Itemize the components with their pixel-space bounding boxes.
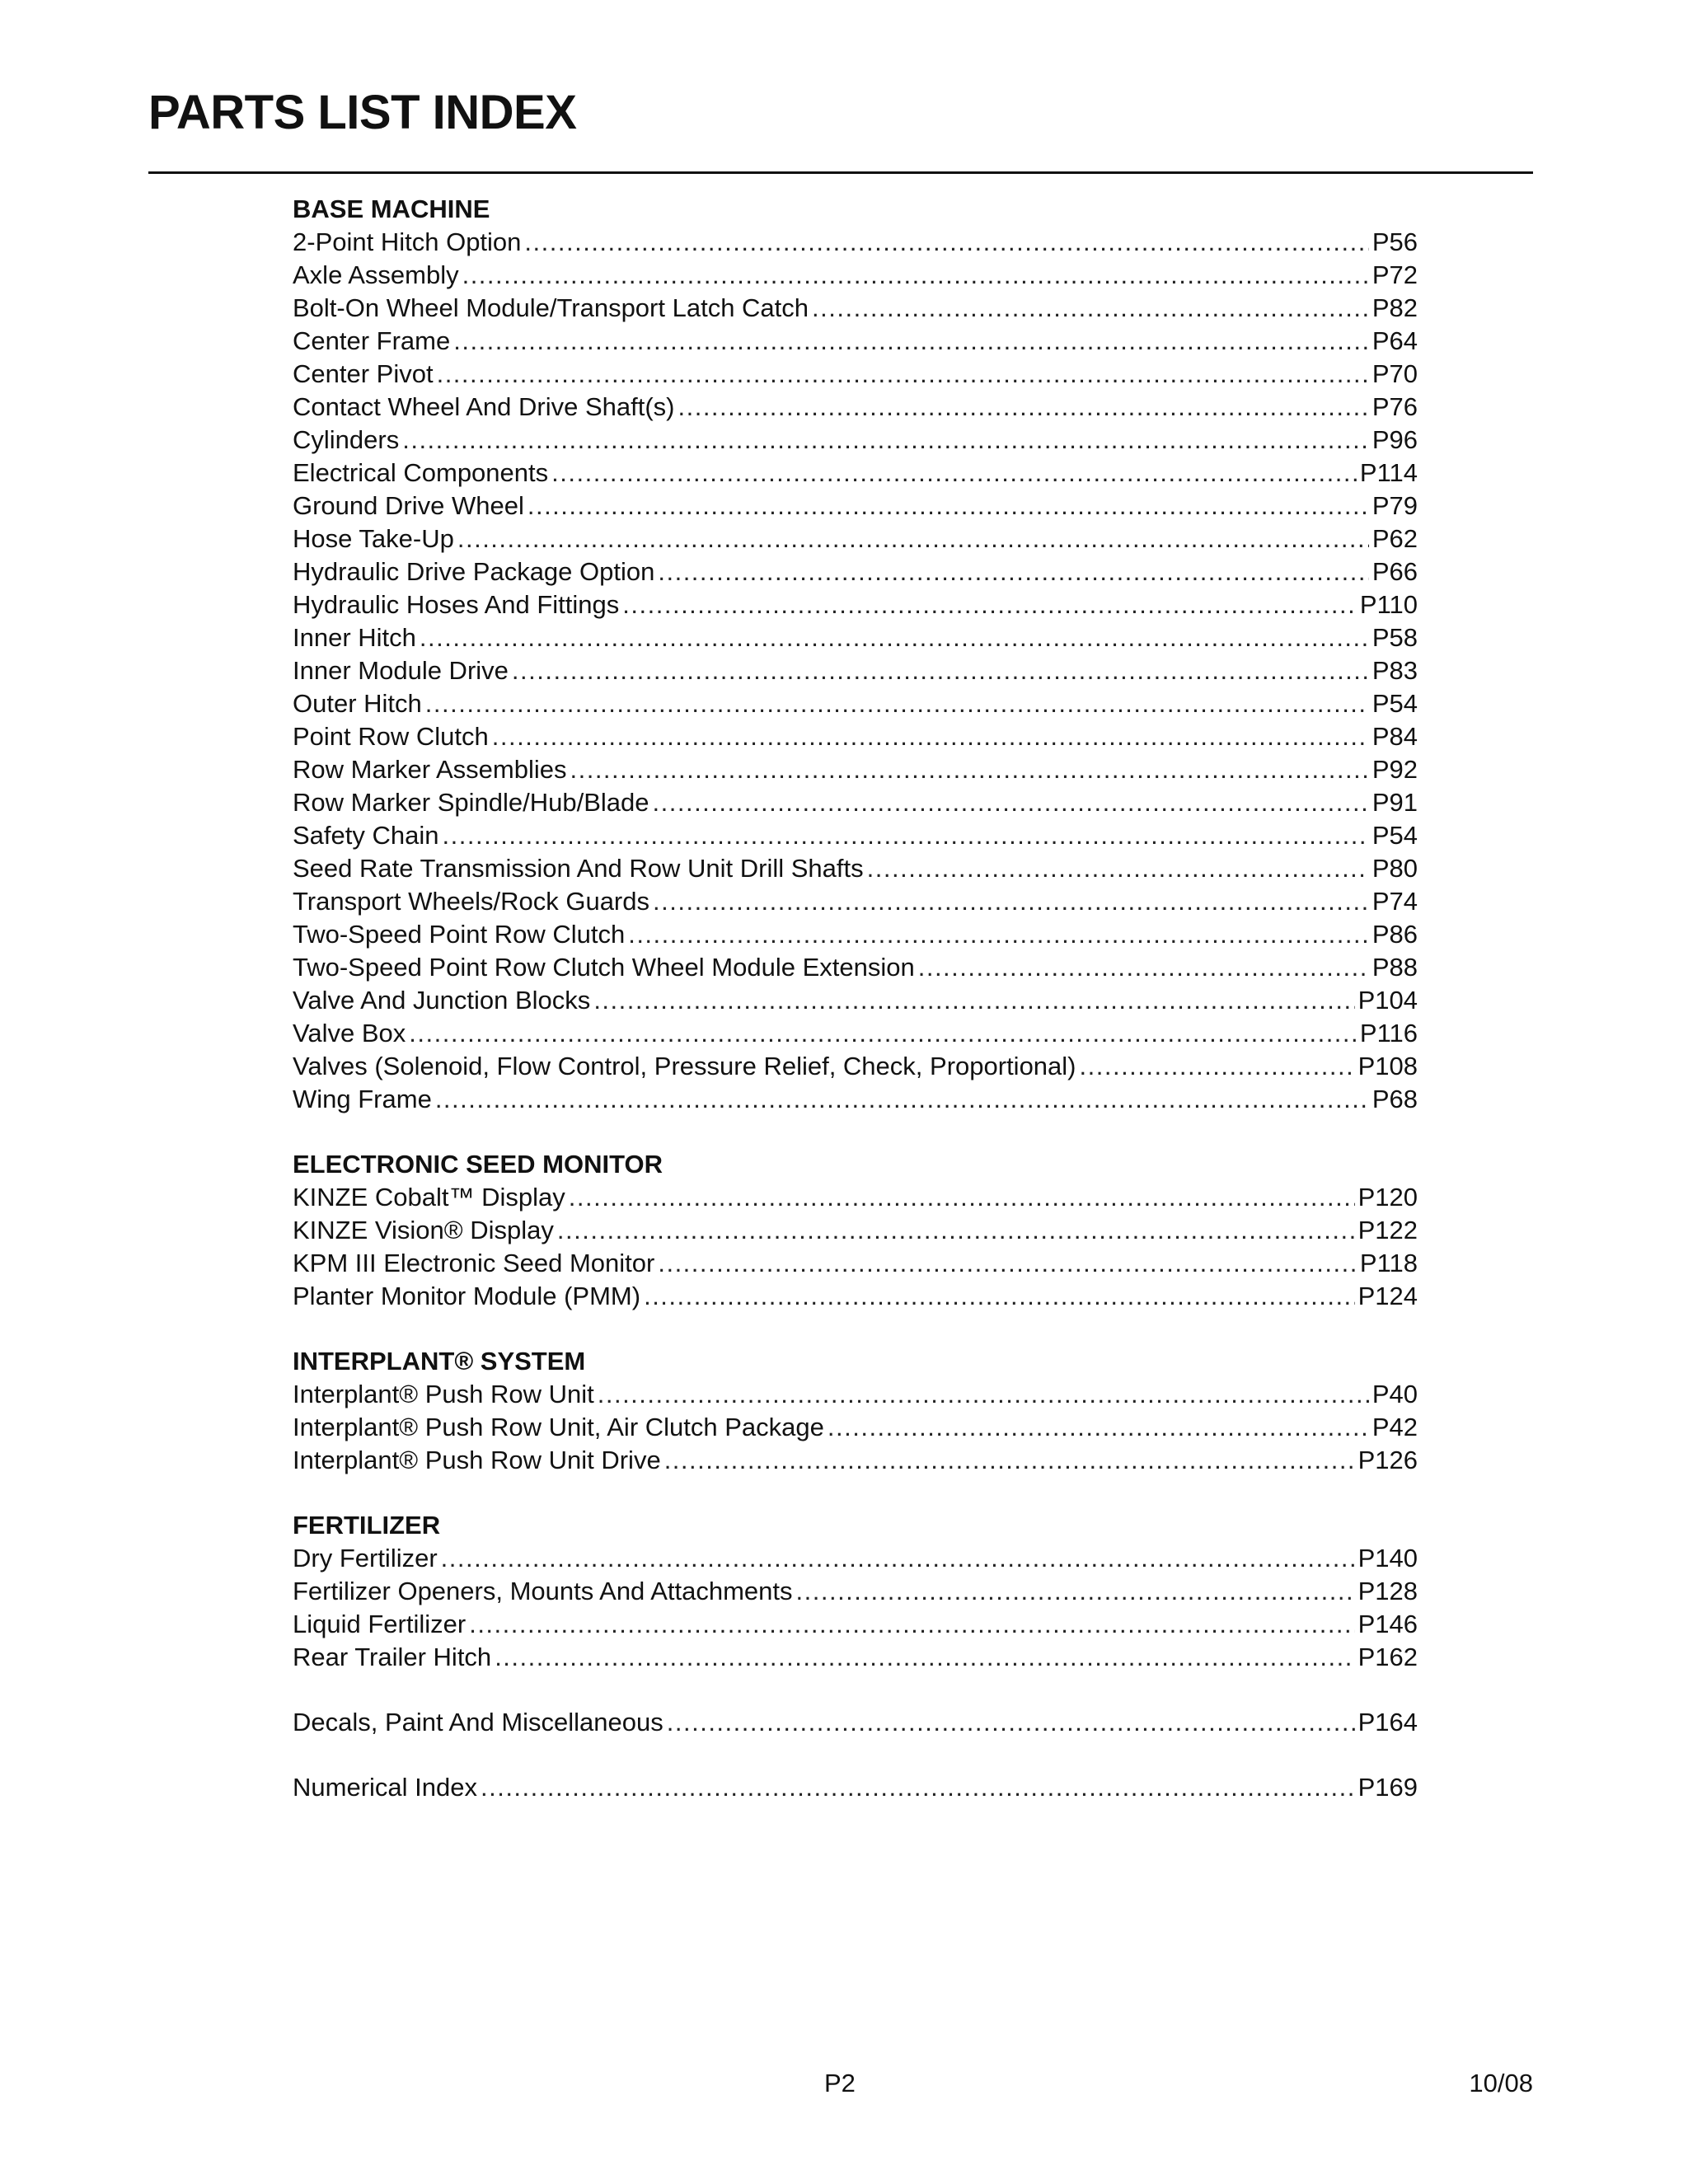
dot-leader — [437, 358, 1369, 391]
index-entry[interactable] — [293, 687, 1418, 720]
index-entry[interactable] — [293, 1771, 1418, 1804]
index-entry[interactable] — [293, 720, 1418, 753]
index-entry[interactable] — [293, 1017, 1418, 1050]
entry-page-number: P70 — [1372, 359, 1418, 388]
entry-page-number: P92 — [1372, 755, 1418, 784]
entry-page-number: P114 — [1359, 458, 1418, 487]
entry-label: Valve Box — [293, 1019, 406, 1047]
index-list — [293, 193, 1418, 1836]
entry-label: Valves (Solenoid, Flow Control, Pressure Relief, Check, Proportional) — [293, 1052, 1076, 1080]
entry-page-number: P56 — [1372, 227, 1418, 256]
entry-label: Hydraulic Hoses And Fittings — [293, 590, 620, 619]
dot-leader — [528, 490, 1369, 523]
entry-label: 2-Point Hitch Option — [293, 227, 522, 256]
entry-label: Hose Take-Up — [293, 524, 454, 553]
dot-leader — [409, 1017, 1357, 1050]
dot-leader — [628, 918, 1369, 951]
index-entry[interactable] — [293, 292, 1418, 325]
index-entry[interactable] — [293, 1247, 1418, 1280]
dot-leader — [524, 226, 1368, 259]
entry-label: Center Frame — [293, 326, 451, 355]
entry-label: Inner Module Drive — [293, 656, 509, 685]
entry-label: Wing Frame — [293, 1085, 432, 1113]
entry-label: Two-Speed Point Row Clutch — [293, 920, 626, 949]
index-entry[interactable] — [293, 1542, 1418, 1575]
entry-page-number: P128 — [1357, 1577, 1418, 1605]
index-entry[interactable] — [293, 1641, 1418, 1674]
entry-page-number: P54 — [1372, 689, 1418, 718]
title-divider — [148, 171, 1533, 174]
index-entry[interactable] — [293, 1444, 1418, 1477]
dot-leader — [551, 457, 1357, 490]
entry-label: Seed Rate Transmission And Row Unit Drill Shafts — [293, 854, 864, 883]
index-entry[interactable] — [293, 984, 1418, 1017]
index-entry[interactable] — [293, 951, 1418, 984]
index-entry[interactable] — [293, 1280, 1418, 1313]
dot-leader — [598, 1378, 1369, 1411]
dot-leader — [402, 424, 1369, 457]
entry-page-number: P74 — [1372, 887, 1418, 916]
index-entry[interactable] — [293, 1214, 1418, 1247]
index-section — [293, 1509, 1418, 1674]
dot-leader — [667, 1706, 1355, 1739]
footer-page-number: P2 — [824, 2069, 856, 2097]
index-entry[interactable] — [293, 1378, 1418, 1411]
entry-label: Liquid Fertilizer — [293, 1610, 467, 1638]
entry-label: Hydraulic Drive Package Option — [293, 557, 655, 586]
index-entry[interactable] — [293, 1608, 1418, 1641]
dot-leader — [658, 555, 1368, 588]
entry-page-number: P124 — [1357, 1282, 1418, 1310]
entry-page-number: P80 — [1372, 854, 1418, 883]
dot-leader — [812, 292, 1369, 325]
entry-label: KINZE Vision® Display — [293, 1216, 554, 1244]
dot-leader — [512, 654, 1369, 687]
index-entry[interactable] — [293, 588, 1418, 621]
index-entry[interactable] — [293, 753, 1418, 786]
entry-page-number: P164 — [1357, 1708, 1418, 1736]
index-entry[interactable] — [293, 259, 1418, 292]
entry-page-number: P146 — [1357, 1610, 1418, 1638]
dot-leader — [828, 1411, 1369, 1444]
dot-leader — [664, 1444, 1355, 1477]
dot-leader — [653, 885, 1369, 918]
page-title: PARTS LIST INDEX — [148, 86, 577, 139]
entry-label: KPM III Electronic Seed Monitor — [293, 1249, 655, 1277]
index-entry[interactable] — [293, 555, 1418, 588]
entry-page-number: P162 — [1357, 1643, 1418, 1671]
entry-label: Row Marker Assemblies — [293, 755, 567, 784]
index-entry[interactable] — [293, 457, 1418, 490]
entry-label: Decals, Paint And Miscellaneous — [293, 1708, 663, 1736]
index-section — [293, 1706, 1418, 1739]
dot-leader — [653, 786, 1369, 819]
entry-page-number: P64 — [1372, 326, 1418, 355]
entry-page-number: P72 — [1372, 260, 1418, 289]
index-section — [293, 1148, 1418, 1313]
entry-page-number: P116 — [1359, 1019, 1418, 1047]
entry-label: Numerical Index — [293, 1773, 477, 1802]
dot-leader — [462, 259, 1369, 292]
entry-label: Planter Monitor Module (PMM) — [293, 1282, 641, 1310]
entry-page-number: P68 — [1372, 1085, 1418, 1113]
dot-leader — [867, 852, 1369, 885]
dot-leader — [678, 391, 1368, 424]
entry-page-number: P140 — [1357, 1544, 1418, 1572]
entry-label: Two-Speed Point Row Clutch Wheel Module Extension — [293, 953, 915, 982]
dot-leader — [435, 1083, 1369, 1116]
dot-leader — [569, 1181, 1355, 1214]
index-entry[interactable] — [293, 391, 1418, 424]
entry-page-number: P40 — [1372, 1380, 1418, 1408]
entry-label: Rear Trailer Hitch — [293, 1643, 492, 1671]
entry-label: Valve And Junction Blocks — [293, 986, 591, 1015]
index-section — [293, 1345, 1418, 1477]
entry-label: Outer Hitch — [293, 689, 422, 718]
section-heading: BASE MACHINE — [293, 194, 490, 223]
entry-page-number: P122 — [1357, 1216, 1418, 1244]
entry-label: Row Marker Spindle/Hub/Blade — [293, 788, 649, 817]
entry-page-number: P84 — [1372, 722, 1418, 751]
dot-leader — [481, 1771, 1355, 1804]
entry-page-number: P62 — [1372, 524, 1418, 553]
index-entry[interactable] — [293, 885, 1418, 918]
index-entry[interactable] — [293, 1575, 1418, 1608]
entry-page-number: P88 — [1372, 953, 1418, 982]
dot-leader — [457, 523, 1369, 555]
dot-leader — [593, 984, 1354, 1017]
entry-label: Inner Hitch — [293, 623, 416, 652]
dot-leader — [469, 1608, 1354, 1641]
index-entry[interactable] — [293, 325, 1418, 358]
index-entry[interactable] — [293, 852, 1418, 885]
entry-label: Cylinders — [293, 425, 400, 454]
entry-page-number: P58 — [1372, 623, 1418, 652]
entry-page-number: P110 — [1359, 590, 1418, 619]
index-entry[interactable] — [293, 1083, 1418, 1116]
dot-leader — [570, 753, 1368, 786]
entry-page-number: P83 — [1372, 656, 1418, 685]
entry-page-number: P42 — [1372, 1413, 1418, 1441]
entry-label: Interplant® Push Row Unit — [293, 1380, 594, 1408]
index-entry[interactable] — [293, 424, 1418, 457]
entry-page-number: P54 — [1372, 821, 1418, 850]
entry-page-number: P118 — [1359, 1249, 1418, 1277]
index-entry[interactable] — [293, 358, 1418, 391]
dot-leader — [918, 951, 1369, 984]
entry-label: Interplant® Push Row Unit Drive — [293, 1446, 661, 1474]
dot-leader — [492, 720, 1369, 753]
entry-page-number: P169 — [1357, 1773, 1418, 1802]
entry-label: Axle Assembly — [293, 260, 459, 289]
entry-label: Safety Chain — [293, 821, 439, 850]
dot-leader — [796, 1575, 1355, 1608]
index-entry[interactable] — [293, 786, 1418, 819]
entry-page-number: P91 — [1372, 788, 1418, 817]
entry-page-number: P76 — [1372, 392, 1418, 421]
index-entry[interactable] — [293, 1181, 1418, 1214]
index-entry[interactable] — [293, 490, 1418, 523]
index-section — [293, 193, 1418, 1116]
entry-label: Point Row Clutch — [293, 722, 489, 751]
entry-page-number: P96 — [1372, 425, 1418, 454]
index-entry[interactable] — [293, 621, 1418, 654]
entry-label: Electrical Components — [293, 458, 549, 487]
entry-label: Bolt-On Wheel Module/Transport Latch Catch — [293, 293, 809, 322]
index-entry[interactable] — [293, 1411, 1418, 1444]
section-heading: INTERPLANT® SYSTEM — [293, 1347, 586, 1376]
index-section — [293, 1771, 1418, 1804]
dot-leader — [658, 1247, 1357, 1280]
dot-leader — [495, 1641, 1354, 1674]
index-entry[interactable] — [293, 654, 1418, 687]
entry-label: Transport Wheels/Rock Guards — [293, 887, 650, 916]
dot-leader — [644, 1280, 1355, 1313]
index-entry[interactable] — [293, 523, 1418, 555]
dot-leader — [443, 819, 1369, 852]
footer-date: 10/08 — [1469, 2069, 1533, 2097]
dot-leader — [425, 687, 1369, 720]
entry-page-number: P126 — [1357, 1446, 1418, 1474]
entry-label: Center Pivot — [293, 359, 434, 388]
index-entry[interactable] — [293, 1050, 1418, 1083]
entry-page-number: P86 — [1372, 920, 1418, 949]
section-heading: FERTILIZER — [293, 1511, 441, 1540]
index-entry[interactable] — [293, 819, 1418, 852]
dot-leader — [453, 325, 1369, 358]
dot-leader — [441, 1542, 1355, 1575]
entry-label: Contact Wheel And Drive Shaft(s) — [293, 392, 675, 421]
entry-label: Fertilizer Openers, Mounts And Attachments — [293, 1577, 793, 1605]
entry-label: Ground Drive Wheel — [293, 491, 524, 520]
section-heading: ELECTRONIC SEED MONITOR — [293, 1150, 663, 1179]
dot-leader — [622, 588, 1357, 621]
entry-page-number: P104 — [1357, 986, 1418, 1015]
index-entry[interactable] — [293, 226, 1418, 259]
index-entry[interactable] — [293, 918, 1418, 951]
dot-leader — [1080, 1050, 1355, 1083]
entry-label: KINZE Cobalt™ Display — [293, 1183, 565, 1212]
entry-page-number: P120 — [1357, 1183, 1418, 1212]
entry-label: Dry Fertilizer — [293, 1544, 438, 1572]
dot-leader — [557, 1214, 1355, 1247]
entry-page-number: P108 — [1357, 1052, 1418, 1080]
dot-leader — [420, 621, 1369, 654]
entry-page-number: P66 — [1372, 557, 1418, 586]
entry-page-number: P82 — [1372, 293, 1418, 322]
index-entry[interactable] — [293, 1706, 1418, 1739]
entry-page-number: P79 — [1372, 491, 1418, 520]
entry-label: Interplant® Push Row Unit, Air Clutch Package — [293, 1413, 824, 1441]
